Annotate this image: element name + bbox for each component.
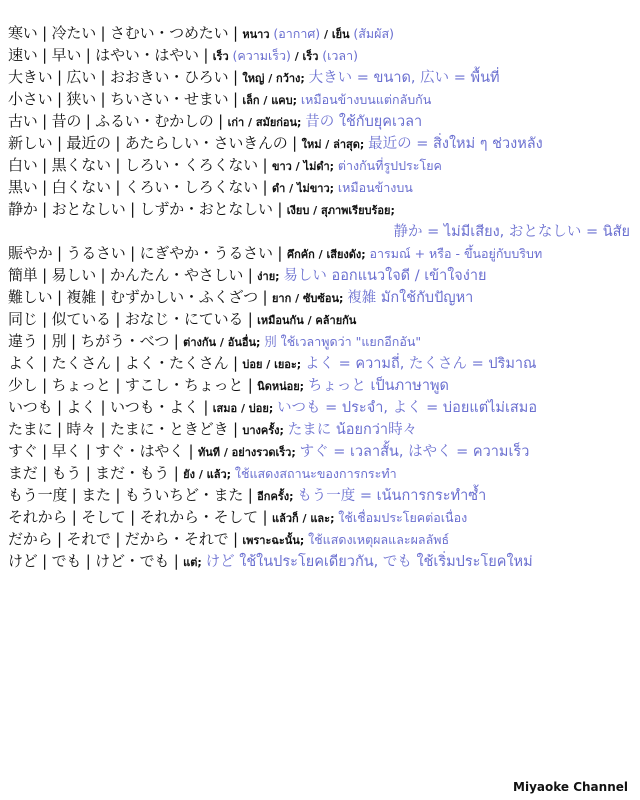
list-item — [0, 462, 640, 484]
jp-words: 大きい | 広い | おおきい・ひろい | — [8, 68, 243, 86]
thai-meaning: แล้วก็ / และ; — [271, 512, 339, 525]
usage-note: もう一度 = เน้นการกระทำซ้ำ — [297, 488, 487, 504]
thai-meaning: คึกคัก / เสียงดัง; — [286, 248, 370, 261]
thai-meaning-2: / เร็ว — [290, 50, 323, 63]
jp-words: たまに | 時々 | たまに・ときどき | — [8, 420, 243, 438]
jp-words: 小さい | 狭い | ちいさい・せまい | — [8, 90, 243, 108]
list-item — [0, 66, 640, 88]
jp-words: だから | それで | だから・それで | — [8, 530, 243, 548]
jp-words: それから | そして | それから・そして | — [8, 508, 272, 526]
thai-meaning: เงียบ / สุภาพเรียบร้อย; — [286, 204, 395, 217]
jp-words: もう一度 | また | もういちど・また | — [8, 486, 258, 504]
list-item — [0, 110, 640, 132]
thai-meaning-2: / เย็น — [320, 28, 354, 41]
thai-meaning: ง่าย; — [257, 270, 284, 283]
thai-meaning: เก่า / สมัยก่อน; — [227, 116, 306, 129]
thai-meaning: นิดหน่อย; — [257, 380, 308, 393]
list-item — [0, 264, 640, 286]
usage-note: 大きい = ขนาด, 広い = พื้นที่ — [308, 70, 500, 86]
jp-words: 速い | 早い | はやい・はやい | — [8, 46, 213, 64]
jp-words: けど | でも | けど・でも | — [8, 552, 184, 570]
channel-watermark: Miyaoke Channel — [513, 780, 628, 794]
jp-words: 古い | 昔の | ふるい・むかしの | — [8, 112, 228, 130]
thai-meaning: บางครั้ง; — [242, 424, 288, 437]
thai-meaning: ทันที / อย่างรวดเร็ว; — [197, 446, 300, 459]
usage-note: ใช้เชื่อมประโยคต่อเนื่อง — [338, 510, 468, 525]
usage-note: อารมณ์ + หรือ - ขึ้นอยู่กับบริบท — [369, 246, 543, 261]
usage-note: 最近の = สิ่งใหม่ ๆ ช่วงหลัง — [368, 136, 543, 152]
vocab-sheet — [0, 22, 640, 572]
list-item — [0, 176, 640, 198]
usage-note: เหมือนข้างบน — [337, 180, 413, 195]
jp-words: 難しい | 複雑 | むずかしい・ふくざつ | — [8, 288, 272, 306]
list-item — [0, 506, 640, 528]
list-item-continuation — [0, 220, 640, 242]
usage-note: (ความเร็ว) — [232, 48, 291, 63]
list-item — [0, 396, 640, 418]
usage-note: 静か = ไม่มีเสียง, おとなしい = นิสัย — [393, 224, 630, 240]
usage-note-2: (สัมผัส) — [353, 26, 394, 41]
thai-meaning: หนาว — [242, 28, 274, 41]
list-item — [0, 154, 640, 176]
jp-words: いつも | よく | いつも・よく | — [8, 398, 213, 416]
usage-note: ちょっと เป็นภาษาพูด — [307, 378, 449, 394]
thai-meaning: ใหญ่ / กว้าง; — [242, 72, 309, 85]
usage-note: すぐ = เวลาสั้น, はやく = ความเร็ว — [299, 444, 530, 460]
usage-note: ต่างกันที่รูปประโยค — [337, 158, 442, 173]
usage-note: (อากาศ) — [273, 26, 321, 41]
thai-meaning: เร็ว — [212, 50, 233, 63]
list-item — [0, 440, 640, 462]
jp-words: 静か | おとなしい | しずか・おとなしい | — [8, 200, 287, 218]
list-item — [0, 286, 640, 308]
thai-meaning: ยัง / แล้ว; — [183, 468, 235, 481]
usage-note: 複雑 มักใช้กับปัญหา — [347, 290, 474, 306]
usage-note: よく = ความถี่, たくさん = ปริมาณ — [305, 356, 537, 372]
jp-words: 新しい | 最近の | あたらしい・さいきんの | — [8, 134, 302, 152]
usage-note: いつも = ประจำ, よく = บ่อยแต่ไม่เสมอ — [277, 400, 538, 416]
thai-meaning: ใหม่ / ล่าสุด; — [301, 138, 369, 151]
usage-note: 昔の ใช้กับยุคเวลา — [305, 114, 423, 130]
jp-words: 同じ | 似ている | おなじ・にている | — [8, 310, 258, 328]
jp-words: まだ | もう | まだ・もう | — [8, 464, 184, 482]
jp-words: よく | たくさん | よく・たくさん | — [8, 354, 243, 372]
thai-meaning: ยาก / ซับซ้อน; — [271, 292, 348, 305]
jp-words: 寒い | 冷たい | さむい・つめたい | — [8, 24, 243, 42]
usage-note: ใช้แสดงเหตุผลและผลลัพธ์ — [308, 532, 450, 547]
usage-note: たまに น้อยกว่า時々 — [287, 422, 418, 438]
list-item — [0, 242, 640, 264]
usage-note: 易しい ออกแนวใจดี / เข้าใจง่าย — [283, 268, 487, 284]
thai-meaning: เพราะฉะนั้น; — [242, 534, 309, 547]
list-item — [0, 484, 640, 506]
list-item — [0, 22, 640, 44]
list-item — [0, 550, 640, 572]
list-item — [0, 528, 640, 550]
list-item — [0, 418, 640, 440]
list-item — [0, 44, 640, 66]
jp-words: 白い | 黒くない | しろい・くろくない | — [8, 156, 272, 174]
usage-note: เหมือนข้างบนแต่กลับกัน — [300, 92, 432, 107]
usage-note: 別 ใช้เวลาพูดว่า "แยกอีกอัน" — [264, 334, 422, 349]
jp-words: 違う | 別 | ちがう・べつ | — [8, 332, 184, 350]
list-item — [0, 88, 640, 110]
list-item — [0, 198, 640, 220]
thai-meaning: ดำ / ไม่ขาว; — [271, 182, 338, 195]
jp-words: 少し | ちょっと | すこし・ちょっと | — [8, 376, 258, 394]
list-item — [0, 132, 640, 154]
jp-words: 黒い | 白くない | くろい・しろくない | — [8, 178, 272, 196]
thai-meaning: ต่างกัน / อันอื่น; — [183, 336, 265, 349]
thai-meaning: เสมอ / บ่อย; — [212, 402, 278, 415]
list-item — [0, 330, 640, 352]
list-item — [0, 308, 640, 330]
thai-meaning: เล็ก / แคบ; — [242, 94, 301, 107]
thai-meaning: ขาว / ไม่ดำ; — [271, 160, 338, 173]
thai-meaning: อีกครั้ง; — [257, 490, 298, 503]
usage-note-2: (เวลา) — [322, 48, 358, 63]
thai-meaning: แต่; — [183, 556, 206, 569]
list-item — [0, 352, 640, 374]
jp-words: 簡単 | 易しい | かんたん・やさしい | — [8, 266, 258, 284]
thai-meaning: บ่อย / เยอะ; — [242, 358, 306, 371]
usage-note: けど ใช้ในประโยคเดียวกัน, でも ใช้เริ่มประโยคใหม่ — [205, 554, 533, 570]
thai-meaning: เหมือนกัน / คล้ายกัน — [257, 314, 357, 327]
usage-note: ใช้แสดงสถานะของการกระทำ — [234, 466, 397, 481]
jp-words: 賑やか | うるさい | にぎやか・うるさい | — [8, 244, 287, 262]
jp-words: すぐ | 早く | すぐ・はやく | — [8, 442, 198, 460]
list-item — [0, 374, 640, 396]
